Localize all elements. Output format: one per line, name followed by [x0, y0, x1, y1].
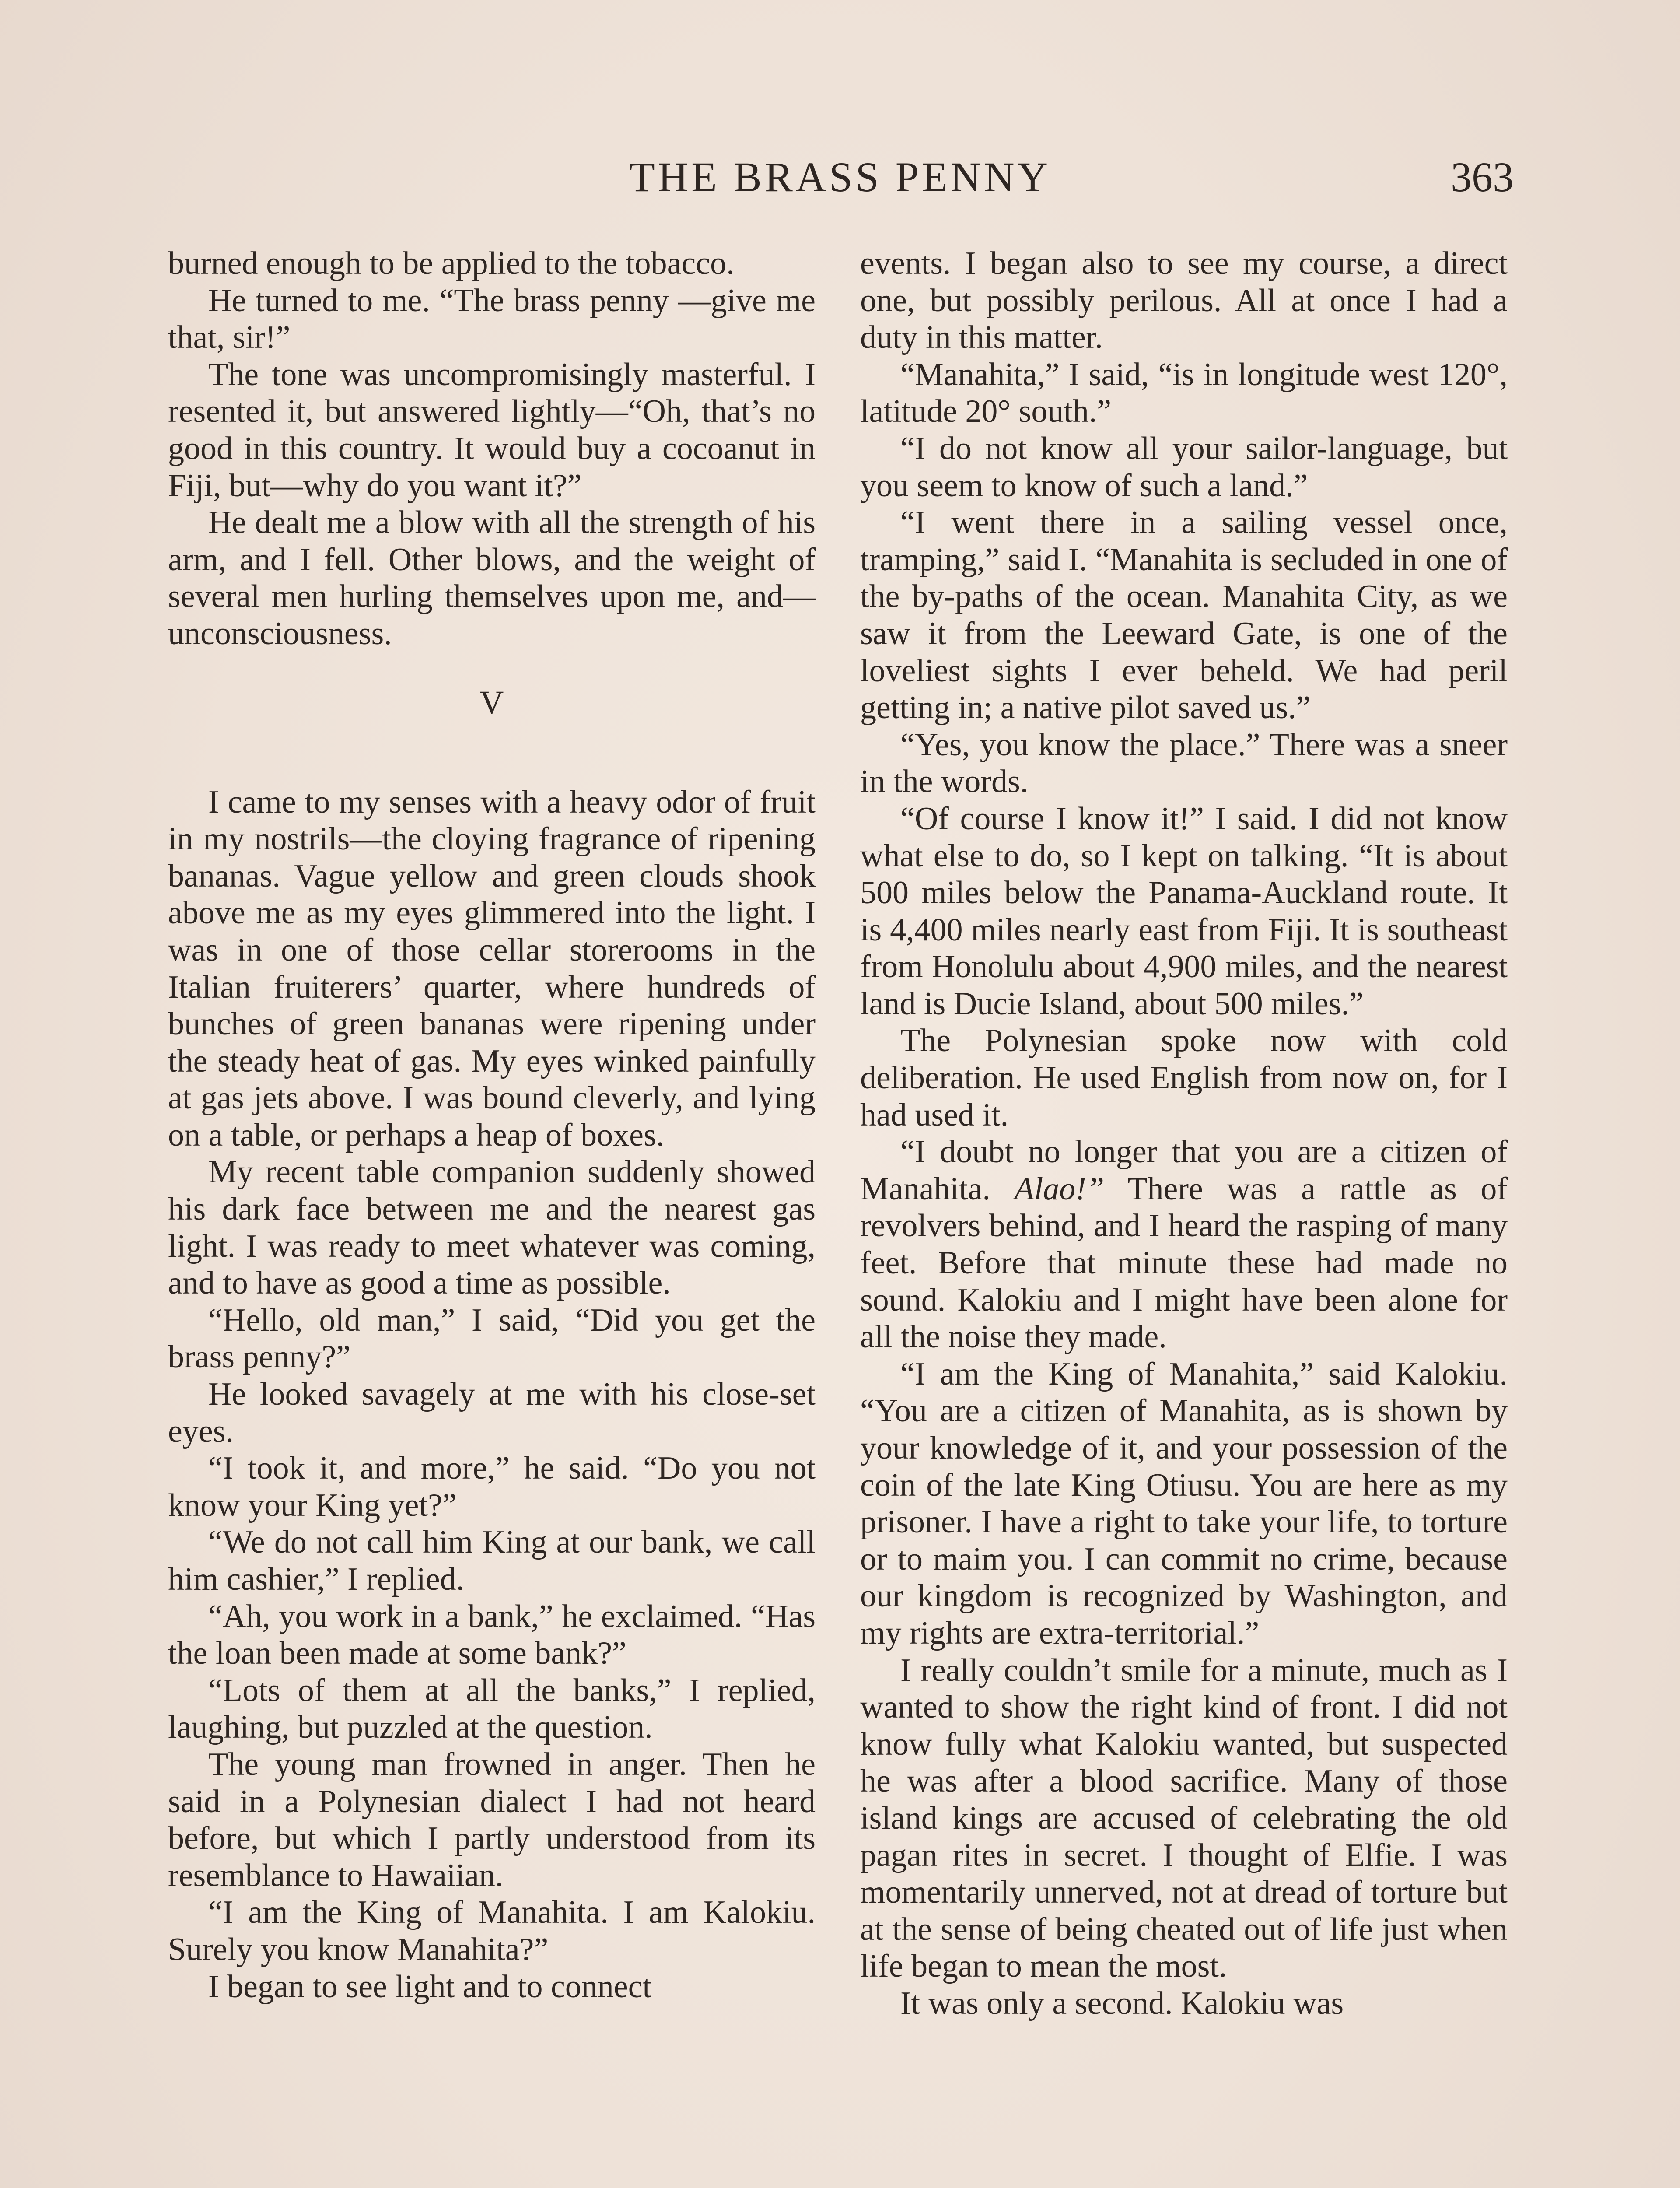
text-run: “I doubt no longer that you are a citizen of Manahita.: [860, 1134, 1508, 1207]
paragraph: “I do not know all your sailor-language, but you seem to know of such a land.”: [860, 430, 1508, 504]
paragraph: The Polynesian spoke now with cold deliberation. He used English from now on, for I had used it.: [860, 1023, 1508, 1133]
paragraph: He dealt me a blow with all the strength of his arm, and I fell. Other blows, and the weight of several men hurling themselves upon me, and—unconsciousness.: [168, 505, 816, 652]
paragraph: burned enough to be applied to the tobacco.: [168, 245, 735, 281]
paragraph: “Lots of them at all the banks,” I replied, laughing, but puzzled at the question.: [168, 1672, 816, 1746]
paragraph: “We do not call him King at our bank, we call him cashier,” I replied.: [168, 1524, 816, 1597]
paragraph: It was only a second. Kalokiu was: [900, 1985, 1344, 2021]
right-column: [860, 245, 1508, 2022]
paragraph: He looked savagely at me with his close-set eyes.: [168, 1376, 816, 1449]
paragraph: “Yes, you know the place.” There was a sneer in the words.: [860, 726, 1508, 800]
paragraph: The tone was uncompromisingly masterful. I resented it, but answered lightly—“Oh, that’s no good in this country. It would buy a cocoanut in Fiji, but—why do you want it?”: [168, 356, 816, 504]
paragraph: I began to see light and to connect: [208, 1968, 652, 2005]
paragraph-alao: [860, 1133, 1508, 1356]
paragraph: “Hello, old man,” I said, “Did you get the brass penny?”: [168, 1302, 816, 1375]
paragraph: “I am the King of Manahita,” said Kalokiu. “You are a citizen of Manahita, as is shown by your knowledge of it, and your possession of the coin of the late King Otiusu. You are here as my prisoner. I have a right to take your life, to torture or to maim you. I can commit no crime, because our kingdom is recognized by Washington, and my rights are extra-territorial.”: [860, 1356, 1508, 1651]
paragraph: The young man frowned in anger. Then he said in a Polynesian dialect I had not heard before, but which I partly understood from its resemblance to Hawaiian.: [168, 1746, 816, 1893]
paragraph: I came to my senses with a heavy odor of fruit in my nostrils—the cloying fragrance of ripening bananas. Vague yellow and green clouds shook above me as my eyes glimmered into the light. I was in one of those cellar storerooms in the Italian fruiterers’ quarter, where hundreds of bunches of green bananas were ripening under the steady heat of gas. My eyes winked painfully at gas jets above. I was bound cleverly, and lying on a table, or perhaps a heap of boxes.: [168, 784, 816, 1153]
left-column: [168, 245, 816, 2005]
page-number: 363: [1451, 154, 1514, 200]
paragraph: “Ah, you work in a bank,” he exclaimed. “Has the loan been made at some bank?”: [168, 1598, 816, 1672]
paragraph: “I went there in a sailing vessel once, tramping,” said I. “Manahita is secluded in one of the by-paths of the ocean. Manahita City, as we saw it from the Leeward Gate, is one of the loveliest sights I ever beheld. We had peril getting in; a native pilot saved us.”: [860, 505, 1508, 726]
paragraph: My recent table companion suddenly showed his dark face between me and the nearest gas light. I was ready to meet whatever was coming, and to have as good a time as possible.: [168, 1154, 816, 1301]
paragraph: events. I began also to see my course, a direct one, but possibly perilous. All at once I had a duty in this matter.: [860, 245, 1508, 356]
paragraph: He turned to me. “The brass penny —give me that, sir!”: [168, 282, 816, 356]
paragraph: “Manahita,” I said, “is in longitude west 120°, latitude 20° south.”: [860, 356, 1508, 430]
section-heading: V: [480, 684, 504, 721]
italic-word: Alao!”: [1014, 1171, 1105, 1207]
text-run: There was a rattle as of revolvers behind, and I heard the rasping of many feet. Before that minute these had made no sound. Kalokiu and I might have been alone for all the noise they made.: [860, 1171, 1508, 1355]
paragraph: “I took it, and more,” he said. “Do you not know your King yet?”: [168, 1450, 816, 1523]
paragraph: “I am the King of Manahita. I am Kalokiu. Surely you know Manahita?”: [168, 1894, 816, 1967]
paragraph: I really couldn’t smile for a minute, much as I wanted to show the right kind of front. I did not know fully what Kalokiu wanted, but suspected he was after a blood sacrifice. Many of those island kings are accused of celebrating the old pagan rites in secret. I thought of Elfie. I was momentarily unnerved, not at dread of torture but at the sense of being cheated out of life just when life began to mean the most.: [860, 1652, 1508, 1985]
running-title: THE BRASS PENNY: [629, 154, 1051, 200]
page-header: [166, 151, 1514, 212]
paragraph: “Of course I know it!” I said. I did not know what else to do, so I kept on talking. “It is about 500 miles below the Panama-Auckland route. It is 4,400 miles nearly east from Fiji. It is southeast from Honolulu about 4,900 miles, and the nearest land is Ducie Island, about 500 miles.”: [860, 800, 1508, 1022]
